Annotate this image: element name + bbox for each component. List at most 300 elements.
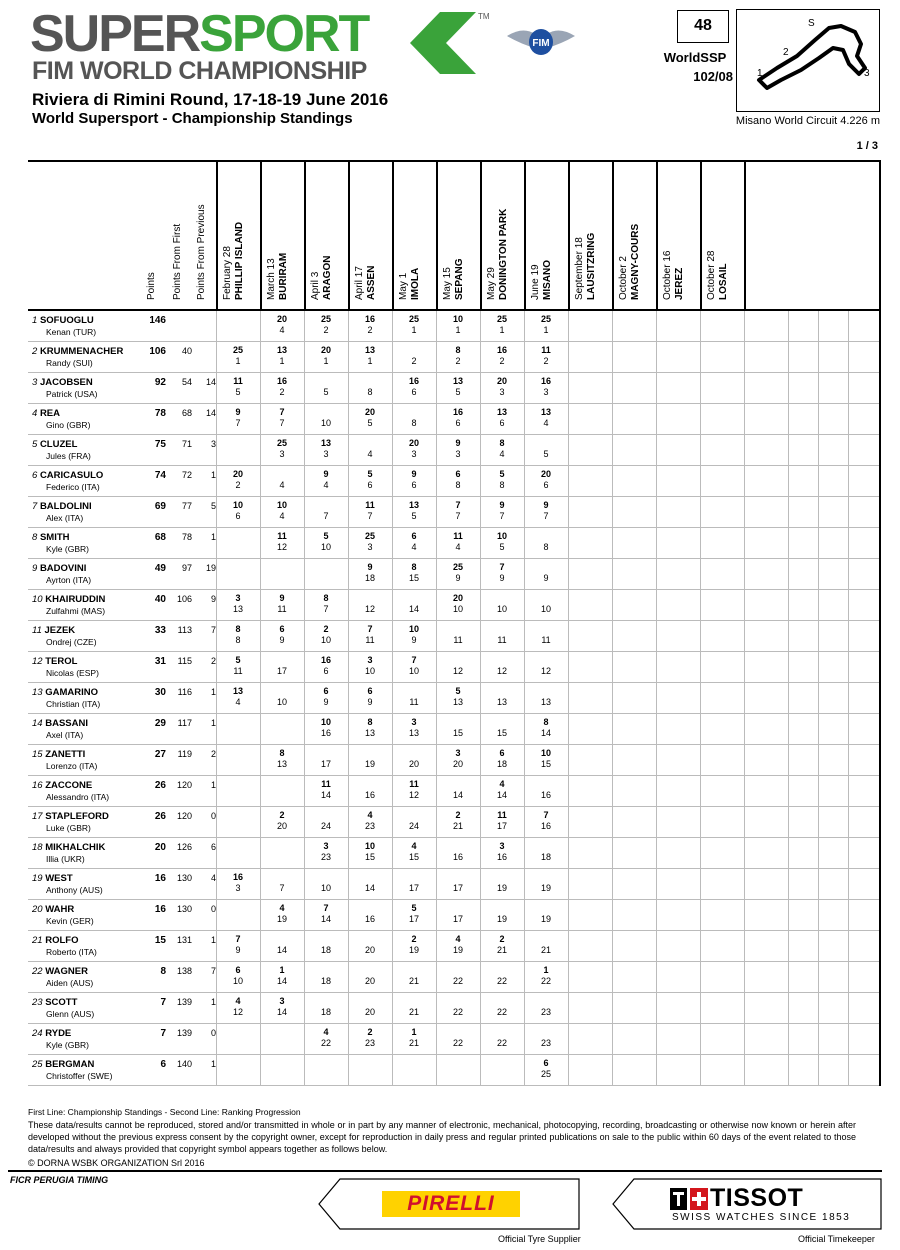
round-result bbox=[304, 345, 348, 367]
ranking-progression: 10 bbox=[320, 542, 331, 552]
round-points: 25 bbox=[364, 531, 375, 541]
round-points: 7 bbox=[235, 934, 241, 944]
rider-firstname-nation: Jules (FRA) bbox=[46, 451, 91, 461]
round-result bbox=[436, 996, 480, 1018]
tissot-tagline: SWISS WATCHES SINCE 1853 bbox=[672, 1212, 851, 1223]
ranking-progression: 6 bbox=[499, 418, 505, 428]
round-points: 3 bbox=[499, 841, 505, 851]
round-result bbox=[348, 624, 392, 646]
round-points: 5 bbox=[323, 531, 329, 541]
round-result bbox=[260, 934, 304, 956]
round-points bbox=[524, 1027, 568, 1038]
table-row bbox=[28, 559, 880, 590]
ranking-progression: 7 bbox=[235, 418, 241, 428]
round-result bbox=[480, 748, 524, 770]
round-result bbox=[304, 903, 348, 925]
table-row bbox=[28, 962, 880, 993]
ranking-progression: 12 bbox=[452, 666, 463, 676]
round-points bbox=[348, 996, 392, 1007]
rider-points: 7 bbox=[160, 997, 166, 1008]
round-date: April 3 bbox=[310, 271, 321, 300]
legend-note: First Line: Championship Standings - Second Line: Ranking Progression bbox=[28, 1107, 301, 1117]
ranking-progression: 5 bbox=[367, 418, 373, 428]
table-row bbox=[28, 497, 880, 528]
round-result bbox=[436, 903, 480, 925]
rider-firstname-nation: Kenan (TUR) bbox=[46, 327, 97, 337]
ranking-progression: 10 bbox=[320, 418, 331, 428]
rider-surname: GAMARINO bbox=[45, 687, 98, 698]
round-result bbox=[524, 469, 568, 491]
round-points: 20 bbox=[232, 469, 243, 479]
round-points bbox=[260, 655, 304, 666]
rider-position: 12 bbox=[32, 656, 43, 667]
round-date: June 19 bbox=[530, 264, 541, 300]
round-points: 13 bbox=[496, 407, 507, 417]
rider-points: 16 bbox=[154, 873, 166, 884]
ranking-progression: 15 bbox=[408, 573, 419, 583]
round-points bbox=[348, 748, 392, 759]
ranking-progression: 13 bbox=[276, 759, 287, 769]
round-venue: ARAGON bbox=[322, 255, 333, 300]
ranking-progression: 6 bbox=[367, 480, 373, 490]
round-result bbox=[216, 314, 260, 325]
round-result bbox=[480, 469, 524, 491]
round-points: 16 bbox=[232, 872, 243, 882]
round-result bbox=[348, 314, 392, 336]
round-points: 4 bbox=[323, 1027, 329, 1037]
round-result bbox=[260, 872, 304, 894]
rider-points: 16 bbox=[154, 904, 166, 915]
round-points: 20 bbox=[276, 314, 287, 324]
round-result bbox=[436, 779, 480, 801]
ranking-progression: 21 bbox=[496, 945, 507, 955]
rider-surname: KHAIRUDDIN bbox=[45, 594, 106, 605]
round-result bbox=[304, 748, 348, 770]
points-from-previous: 3 bbox=[210, 439, 216, 449]
round-points bbox=[260, 469, 304, 480]
round-result bbox=[216, 624, 260, 646]
points-from-first: 68 bbox=[181, 408, 192, 418]
ranking-progression: 20 bbox=[408, 759, 419, 769]
round-result bbox=[304, 872, 348, 894]
rider-points: 30 bbox=[154, 687, 166, 698]
round-result bbox=[260, 531, 304, 553]
ranking-progression: 13 bbox=[364, 728, 375, 738]
round-points: 9 bbox=[323, 469, 329, 479]
round-result bbox=[304, 996, 348, 1018]
round-points bbox=[436, 779, 480, 790]
points-from-previous: 2 bbox=[210, 656, 216, 666]
ranking-progression: 12 bbox=[276, 542, 287, 552]
round-result bbox=[436, 810, 480, 832]
round-result bbox=[260, 562, 304, 573]
round-points: 10 bbox=[364, 841, 375, 851]
round-points: 8 bbox=[323, 593, 329, 603]
table-row bbox=[28, 1055, 880, 1086]
round-result bbox=[524, 748, 568, 770]
round-result bbox=[480, 1027, 524, 1049]
rider-position: 17 bbox=[32, 811, 43, 822]
ranking-progression: 5 bbox=[323, 387, 329, 397]
round-result bbox=[348, 438, 392, 460]
round-points bbox=[524, 655, 568, 666]
points-from-first: 138 bbox=[176, 966, 192, 976]
round-result bbox=[304, 717, 348, 739]
points-from-first: 126 bbox=[176, 842, 192, 852]
rider-surname: KRUMMENACHER bbox=[39, 346, 124, 357]
round-result bbox=[392, 810, 436, 832]
ranking-progression: 8 bbox=[367, 387, 373, 397]
ranking-progression: 16 bbox=[540, 790, 551, 800]
rider-surname: STAPLEFORD bbox=[45, 811, 109, 822]
round-points: 20 bbox=[452, 593, 463, 603]
round-result bbox=[392, 624, 436, 646]
round-points bbox=[480, 872, 524, 883]
ranking-progression: 21 bbox=[408, 1038, 419, 1048]
round-points bbox=[480, 624, 524, 635]
round-result bbox=[392, 748, 436, 770]
ranking-progression: 22 bbox=[452, 1038, 463, 1048]
round-date: March 13 bbox=[266, 258, 277, 300]
round-result bbox=[524, 965, 568, 987]
round-result bbox=[480, 686, 524, 708]
rider-name bbox=[32, 315, 94, 326]
ranking-progression: 20 bbox=[364, 976, 375, 986]
round-points bbox=[392, 996, 436, 1007]
round-points: 25 bbox=[232, 345, 243, 355]
ranking-progression: 5 bbox=[235, 387, 241, 397]
round-result bbox=[392, 469, 436, 491]
ranking-progression: 6 bbox=[411, 480, 417, 490]
ranking-progression: 20 bbox=[276, 821, 287, 831]
ranking-progression: 17 bbox=[452, 914, 463, 924]
points-from-previous: 14 bbox=[205, 408, 216, 418]
ranking-progression: 6 bbox=[455, 418, 461, 428]
rider-position: 15 bbox=[32, 749, 43, 760]
round-points bbox=[436, 841, 480, 852]
round-date: September 18 bbox=[574, 237, 585, 300]
round-result bbox=[524, 934, 568, 956]
ranking-progression: 4 bbox=[411, 542, 417, 552]
round-result bbox=[524, 624, 568, 646]
round-result bbox=[216, 531, 260, 542]
ranking-progression: 10 bbox=[232, 976, 243, 986]
rider-surname: REA bbox=[39, 408, 60, 419]
rider-surname: JEZEK bbox=[44, 625, 76, 636]
round-result bbox=[436, 593, 480, 615]
round-points: 8 bbox=[235, 624, 241, 634]
round-result bbox=[436, 562, 480, 584]
table-row bbox=[28, 1024, 880, 1055]
ranking-progression: 4 bbox=[543, 418, 549, 428]
rider-position: 5 bbox=[32, 439, 38, 450]
rider-points: 74 bbox=[154, 470, 166, 481]
round-points bbox=[392, 965, 436, 976]
ranking-progression: 22 bbox=[452, 976, 463, 986]
round-result bbox=[216, 965, 260, 987]
round-date: October 2 bbox=[618, 256, 629, 300]
round-points: 4 bbox=[367, 810, 373, 820]
round-result bbox=[436, 841, 480, 863]
round-result bbox=[216, 438, 260, 449]
ranking-progression: 7 bbox=[543, 511, 549, 521]
rider-name bbox=[32, 501, 92, 512]
svg-text:S: S bbox=[808, 18, 815, 29]
points-from-first: 40 bbox=[181, 346, 192, 356]
round-points bbox=[348, 593, 392, 604]
rider-points: 78 bbox=[154, 408, 166, 419]
ranking-progression: 25 bbox=[540, 1069, 551, 1079]
round-result bbox=[392, 996, 436, 1018]
points-from-previous: 7 bbox=[210, 966, 216, 976]
round-date: May 29 bbox=[486, 267, 497, 300]
round-result bbox=[304, 841, 348, 863]
round-points: 13 bbox=[408, 500, 419, 510]
round-venue: ASSEN bbox=[366, 265, 377, 300]
round-points bbox=[216, 438, 260, 449]
points-from-first: 97 bbox=[181, 563, 192, 573]
ranking-progression: 10 bbox=[320, 883, 331, 893]
round-result bbox=[216, 469, 260, 491]
ranking-progression: 16 bbox=[364, 790, 375, 800]
round-points bbox=[216, 1027, 260, 1038]
points-from-first: 54 bbox=[181, 377, 192, 387]
round-points: 2 bbox=[499, 934, 505, 944]
round-points bbox=[392, 872, 436, 883]
round-result bbox=[524, 407, 568, 429]
legal-notice: These data/results cannot be reproduced, stored and/or transmitted in whole or in part by any manner of electronic, mechanical, photocopying, recording, broadcasting or otherwise now known or herein after developed without the previous express consent by the copyright owner, except for reproduction in daily press and regular printed publications on sale to the public within 60 days of the event related to those data/results and always provided that copyright symbol appears together as follows below. bbox=[28, 1120, 856, 1154]
points-from-previous: 5 bbox=[210, 501, 216, 511]
round-points: 5 bbox=[499, 469, 505, 479]
rider-surname: CARICASULO bbox=[39, 470, 104, 481]
table-row bbox=[28, 900, 880, 931]
round-points bbox=[524, 593, 568, 604]
rider-name bbox=[32, 687, 98, 698]
rider-firstname-nation: Nicolas (ESP) bbox=[46, 668, 99, 678]
ranking-progression: 9 bbox=[367, 697, 373, 707]
ranking-progression: 14 bbox=[320, 914, 331, 924]
rider-name bbox=[32, 811, 109, 822]
rider-firstname-nation: Illia (UKR) bbox=[46, 854, 85, 864]
round-result bbox=[524, 376, 568, 398]
round-result bbox=[392, 717, 436, 739]
rider-position: 4 bbox=[32, 408, 38, 419]
ranking-progression: 7 bbox=[323, 604, 329, 614]
rider-name bbox=[32, 532, 70, 543]
round-result bbox=[348, 345, 392, 367]
rider-points: 106 bbox=[149, 346, 166, 357]
round-points bbox=[304, 872, 348, 883]
ranking-progression: 17 bbox=[496, 821, 507, 831]
points-from-previous: 1 bbox=[210, 1059, 216, 1069]
ranking-progression: 2 bbox=[235, 480, 241, 490]
round-result bbox=[260, 345, 304, 367]
round-points bbox=[260, 1058, 304, 1069]
ranking-progression: 13 bbox=[408, 728, 419, 738]
round-points: 1 bbox=[543, 965, 549, 975]
logo-subtitle: FIM WORLD CHAMPIONSHIP bbox=[32, 57, 367, 85]
rider-position: 8 bbox=[32, 532, 38, 543]
round-result bbox=[436, 1027, 480, 1049]
ranking-progression: 7 bbox=[455, 511, 461, 521]
round-points bbox=[392, 345, 436, 356]
ranking-progression: 22 bbox=[452, 1007, 463, 1017]
round-result bbox=[304, 531, 348, 553]
points-from-previous: 1 bbox=[210, 780, 216, 790]
ranking-progression: 17 bbox=[452, 883, 463, 893]
rider-position: 21 bbox=[32, 935, 43, 946]
round-points bbox=[480, 1027, 524, 1038]
round-venue: LOSAIL bbox=[718, 263, 729, 300]
round-result bbox=[260, 655, 304, 677]
round-points bbox=[436, 1058, 480, 1069]
round-points: 16 bbox=[452, 407, 463, 417]
round-header bbox=[436, 160, 480, 308]
ranking-progression: 14 bbox=[540, 728, 551, 738]
round-result bbox=[524, 779, 568, 801]
ranking-progression: 10 bbox=[364, 666, 375, 676]
round-result bbox=[392, 1027, 436, 1049]
ranking-progression: 12 bbox=[496, 666, 507, 676]
round-points: 16 bbox=[540, 376, 551, 386]
round-result bbox=[216, 996, 260, 1018]
rider-name bbox=[32, 1059, 94, 1070]
ranking-progression: 22 bbox=[496, 976, 507, 986]
points-from-previous: 1 bbox=[210, 935, 216, 945]
points-from-first: 131 bbox=[176, 935, 192, 945]
ranking-progression: 16 bbox=[496, 852, 507, 862]
ranking-progression: 10 bbox=[540, 604, 551, 614]
round-points bbox=[348, 934, 392, 945]
round-points: 4 bbox=[279, 903, 285, 913]
round-result bbox=[304, 407, 348, 429]
ranking-progression: 10 bbox=[496, 604, 507, 614]
round-result bbox=[480, 810, 524, 832]
rider-name bbox=[32, 904, 74, 915]
table-row bbox=[28, 745, 880, 776]
round-result bbox=[524, 438, 568, 460]
ranking-progression: 19 bbox=[496, 883, 507, 893]
ranking-progression: 20 bbox=[452, 759, 463, 769]
ranking-progression: 24 bbox=[408, 821, 419, 831]
rider-points: 8 bbox=[160, 966, 166, 977]
ranking-progression: 5 bbox=[499, 542, 505, 552]
round-points: 5 bbox=[455, 686, 461, 696]
round-result bbox=[304, 438, 348, 460]
round-result bbox=[524, 717, 568, 739]
round-result bbox=[524, 996, 568, 1018]
round-points bbox=[436, 1027, 480, 1038]
round-points: 3 bbox=[279, 996, 285, 1006]
ranking-progression: 20 bbox=[364, 945, 375, 955]
round-result bbox=[436, 717, 480, 739]
rider-firstname-nation: Christian (ITA) bbox=[46, 699, 101, 709]
round-points: 2 bbox=[455, 810, 461, 820]
ranking-progression: 5 bbox=[455, 387, 461, 397]
ranking-progression: 11 bbox=[541, 635, 551, 645]
round-result bbox=[436, 345, 480, 367]
ranking-progression: 12 bbox=[232, 1007, 243, 1017]
round-result bbox=[392, 531, 436, 553]
rider-points: 29 bbox=[154, 718, 166, 729]
round-result bbox=[480, 593, 524, 615]
round-points: 16 bbox=[276, 376, 287, 386]
rider-name bbox=[32, 749, 85, 760]
round-venue: JEREZ bbox=[674, 267, 685, 300]
points-from-first: 130 bbox=[176, 873, 192, 883]
ranking-progression: 8 bbox=[411, 418, 417, 428]
round-result bbox=[480, 655, 524, 677]
round-points bbox=[304, 1058, 348, 1069]
ranking-progression: 7 bbox=[323, 511, 329, 521]
round-header bbox=[260, 160, 304, 308]
round-result bbox=[524, 593, 568, 615]
ranking-progression: 23 bbox=[320, 852, 331, 862]
round-points bbox=[392, 686, 436, 697]
rider-surname: WAGNER bbox=[45, 966, 88, 977]
ranking-progression: 10 bbox=[452, 604, 463, 614]
round-points bbox=[480, 717, 524, 728]
rider-name bbox=[32, 470, 103, 481]
rider-name bbox=[32, 873, 73, 884]
round-points: 5 bbox=[411, 903, 417, 913]
round-result bbox=[348, 717, 392, 739]
timing-provider: FICR PERUGIA TIMING bbox=[10, 1175, 109, 1185]
round-points: 9 bbox=[411, 469, 417, 479]
table-row bbox=[28, 683, 880, 714]
ranking-progression: 24 bbox=[320, 821, 331, 831]
round-points: 10 bbox=[320, 717, 331, 727]
table-row bbox=[28, 435, 880, 466]
points-from-previous: 1 bbox=[210, 997, 216, 1007]
round-venue: SEPANG bbox=[454, 258, 465, 300]
round-result bbox=[348, 686, 392, 708]
ranking-progression: 3 bbox=[323, 449, 329, 459]
round-venue: LAUSITZRING bbox=[586, 232, 597, 300]
ranking-progression: 22 bbox=[496, 1007, 507, 1017]
rider-points: 92 bbox=[154, 377, 166, 388]
round-result bbox=[216, 407, 260, 429]
round-points bbox=[392, 810, 436, 821]
rider-name bbox=[32, 377, 93, 388]
ranking-progression: 20 bbox=[364, 1007, 375, 1017]
points-from-previous: 6 bbox=[210, 842, 216, 852]
round-points: 20 bbox=[540, 469, 551, 479]
rider-surname: SMITH bbox=[39, 532, 70, 543]
round-result bbox=[524, 531, 568, 553]
round-points: 7 bbox=[323, 903, 329, 913]
round-result bbox=[436, 407, 480, 429]
rider-position: 9 bbox=[32, 563, 38, 574]
round-points: 3 bbox=[235, 593, 241, 603]
round-points bbox=[436, 996, 480, 1007]
rider-position: 6 bbox=[32, 470, 38, 481]
round-result bbox=[524, 562, 568, 584]
ranking-progression: 6 bbox=[411, 387, 417, 397]
table-row bbox=[28, 404, 880, 435]
round-venue: DONINGTON PARK bbox=[498, 208, 509, 300]
ranking-progression: 18 bbox=[320, 976, 331, 986]
round-result bbox=[348, 500, 392, 522]
round-result bbox=[260, 1027, 304, 1038]
round-result bbox=[524, 810, 568, 832]
round-result bbox=[216, 872, 260, 894]
header-points-from-previous: Points From Previous bbox=[196, 204, 207, 300]
round-points: 3 bbox=[367, 655, 373, 665]
rider-firstname-nation: Gino (GBR) bbox=[46, 420, 91, 430]
round-points: 4 bbox=[455, 934, 461, 944]
rider-surname: RYDE bbox=[45, 1028, 72, 1039]
